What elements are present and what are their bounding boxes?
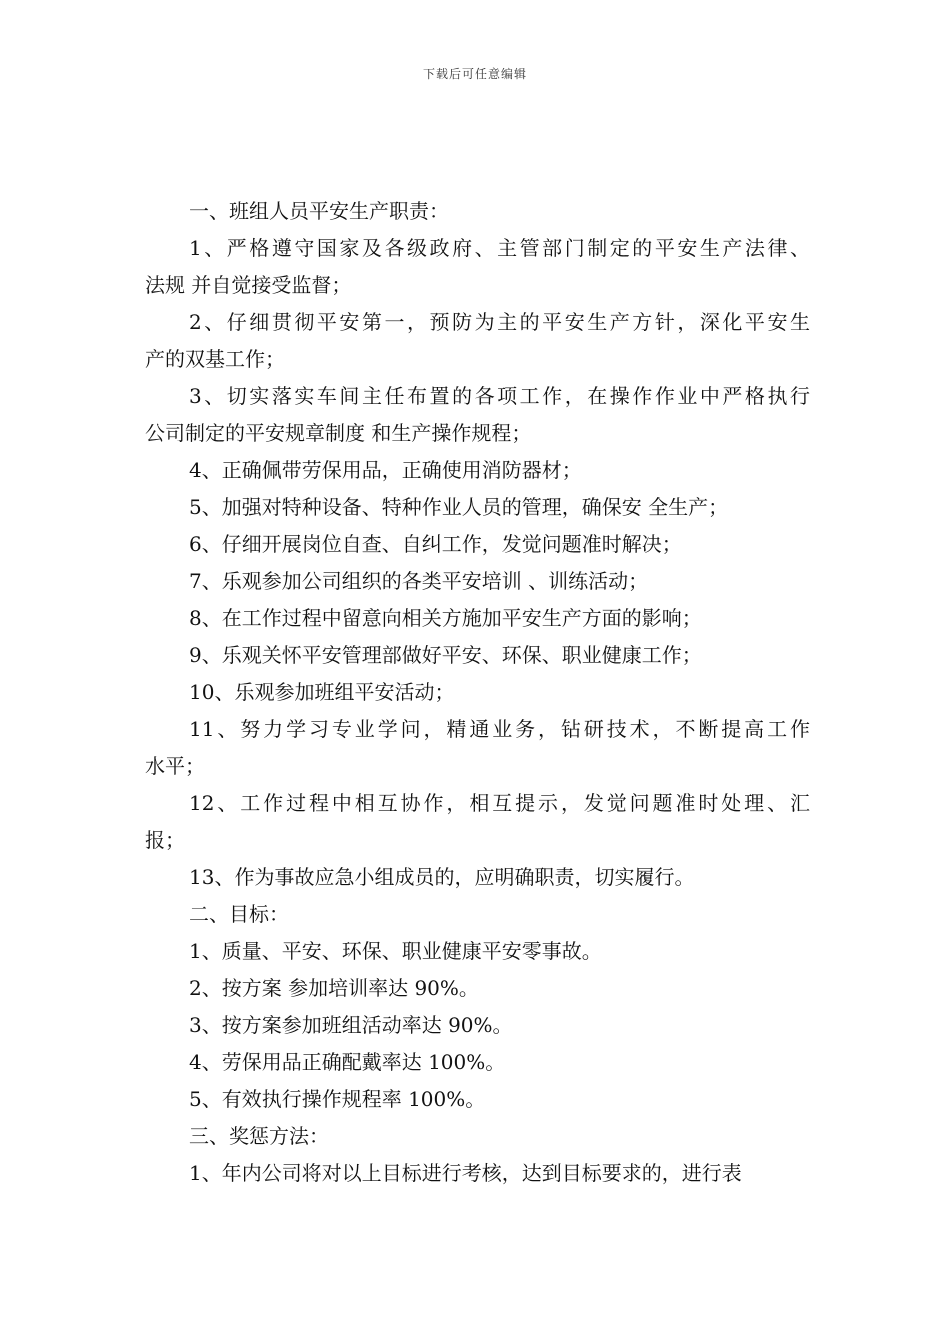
paragraph-item: 6、仔细开展岗位自查、自纠工作，发觉问题准时解决；	[189, 532, 682, 556]
paragraph-item: 5、有效执行操作规程率 100%。	[189, 1087, 486, 1111]
paragraph-item: 10、乐观参加班组平安活动；	[189, 680, 455, 704]
header-note: 下载后可任意编辑	[422, 67, 527, 81]
paragraph-item	[145, 304, 810, 378]
paragraph-continuation: 报；	[145, 828, 185, 852]
paragraph-item: 5、加强对特种设备、特种作业人员的管理，确保安 全生产；	[189, 495, 729, 519]
paragraph-item: 3、按方案参加班组活动率达 90%。	[189, 1013, 513, 1037]
paragraph-item: 4、正确佩带劳保用品，正确使用消防器材；	[189, 458, 582, 482]
paragraph-item: 1、年内公司将对以上目标进行考核，达到目标要求的，进行表	[189, 1161, 742, 1185]
paragraph-continuation: 水平；	[145, 754, 205, 778]
section-heading-duties: 一、班组人员平安生产职责：	[189, 199, 449, 223]
paragraph-first-line: 2、仔细贯彻平安第一，预防为主的平安生产方针，深化平安生	[189, 310, 810, 334]
paragraph-item: 2、按方案 参加培训率达 90%。	[189, 976, 479, 1000]
paragraph-item: 4、劳保用品正确配戴率达 100%。	[189, 1050, 506, 1074]
paragraph-first-line: 12、工作过程中相互协作，相互提示，发觉问题准时处理、汇	[189, 791, 810, 815]
paragraph-item	[145, 378, 810, 452]
paragraph-item: 9、乐观关怀平安管理部做好平安、环保、职业健康工作；	[189, 643, 702, 667]
paragraph-item: 13、作为事故应急小组成员的，应明确职责，切实履行。	[189, 865, 695, 889]
paragraph-item: 7、乐观参加公司组织的各类平安培训 、训练活动；	[189, 569, 649, 593]
paragraph-item: 8、在工作过程中留意向相关方施加平安生产方面的影响；	[189, 606, 702, 630]
paragraph-first-line: 3、切实落实车间主任布置的各项工作，在操作作业中严格执行	[189, 384, 810, 408]
paragraph-item	[145, 785, 810, 859]
paragraph-item: 1、质量、平安、环保、职业健康平安零事故。	[189, 939, 602, 963]
section-heading-rewards: 三、奖惩方法：	[189, 1124, 329, 1148]
paragraph-item	[145, 711, 810, 785]
paragraph-continuation: 公司制定的平安规章制度 和生产操作规程；	[145, 421, 532, 445]
paragraph-continuation: 产的双基工作；	[145, 347, 285, 371]
document-body	[145, 193, 810, 1192]
paragraph-item	[145, 230, 810, 304]
paragraph-first-line: 1、严格遵守国家及各级政府、主管部门制定的平安生产法律、	[189, 236, 810, 260]
paragraph-continuation: 法规 并自觉接受监督；	[145, 273, 352, 297]
paragraph-first-line: 11、努力学习专业学问，精通业务，钻研技术，不断提高工作	[189, 717, 810, 741]
section-heading-goals: 二、目标：	[189, 902, 289, 926]
